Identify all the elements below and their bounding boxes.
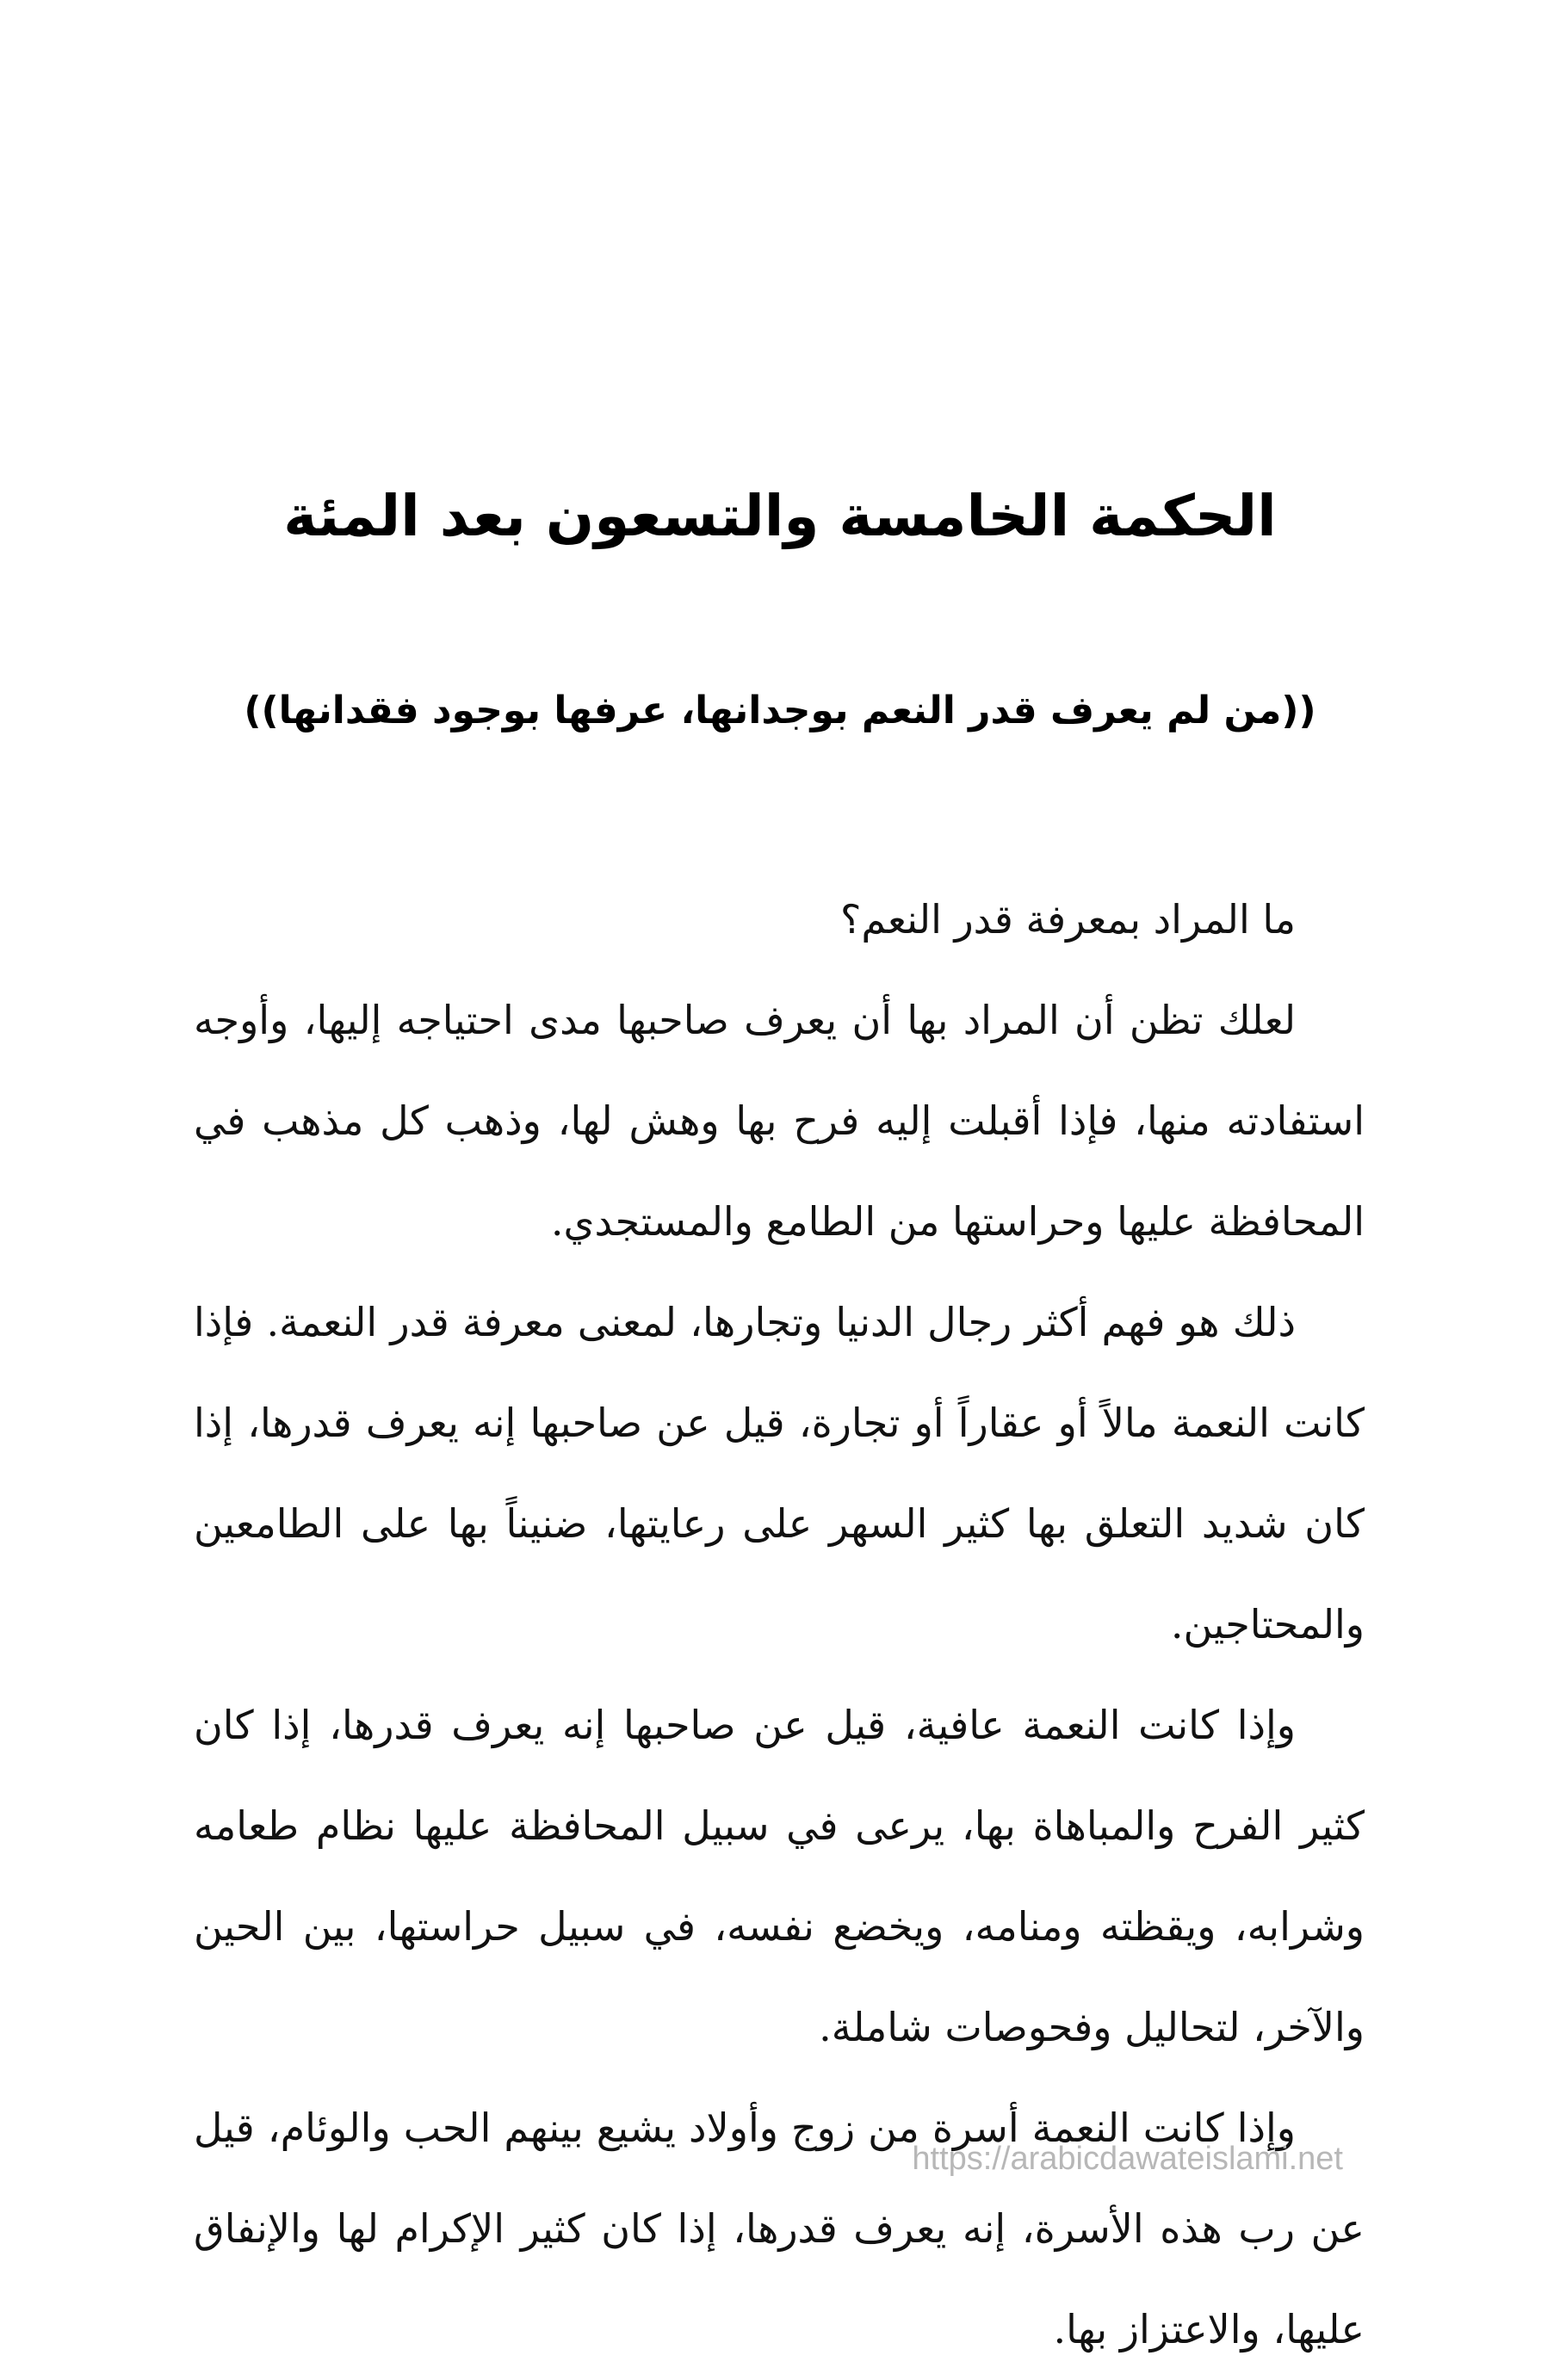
paragraph-health: وإذا كانت النعمة عافية، قيل عن صاحبها إنه يعرف قدرها، إذا كان كثير الفرح والمباهاة بها، يرعى في سبيل المحافظة عليها نظام طعامه وشرابه، ويقظته ومنامه، ويخضع نفسه، في سبيل حراستها، بين الحين والآخر، لتحاليل وفحوصات شاملة. bbox=[194, 1702, 1365, 2050]
watermark-url: https://arabicdawateislami.net bbox=[912, 2141, 1343, 2177]
paragraph-worldly-understanding: ذلك هو فهم أكثر رجال الدنيا وتجارها، لمعنى معرفة قدر النعمة. فإذا كانت النعمة مالاً أو عقاراً أو تجارة، قيل عن صاحبها إنه يعرف قدرها، إذا كان شديد التعلق بها كثير السهر على رعايتها، ضنيناً بها على الطامعين والمحتاجين. bbox=[194, 1299, 1365, 1647]
page-subtitle: ((من لم يعرف قدر النعم بوجدانها، عرفها بوجود فقدانها)) bbox=[244, 689, 1316, 733]
paragraph-question: ما المراد بمعرفة قدر النعم؟ bbox=[839, 896, 1296, 943]
page-title: الحكمة الخامسة والتسعون بعد المئة bbox=[283, 483, 1277, 549]
paragraph-meaning: لعلك تظن أن المراد بها أن يعرف صاحبها مدى احتياجه إليها، وأوجه استفادته منها، فإذا أقبلت إليه فرح بها وهش لها، وذهب كل مذهب في المحافظة عليها وحراستها من الطامع والمستجدي. bbox=[194, 997, 1365, 1245]
paragraph-family: وإذا كانت النعمة أسرة من زوج وأولاد يشيع بينهم الحب والوئام، قيل عن رب هذه الأسرة، إنه يعرف قدرها، إذا كان كثير الإكرام لها والإنفاق عليها، والاعتزاز بها. bbox=[194, 2105, 1365, 2352]
